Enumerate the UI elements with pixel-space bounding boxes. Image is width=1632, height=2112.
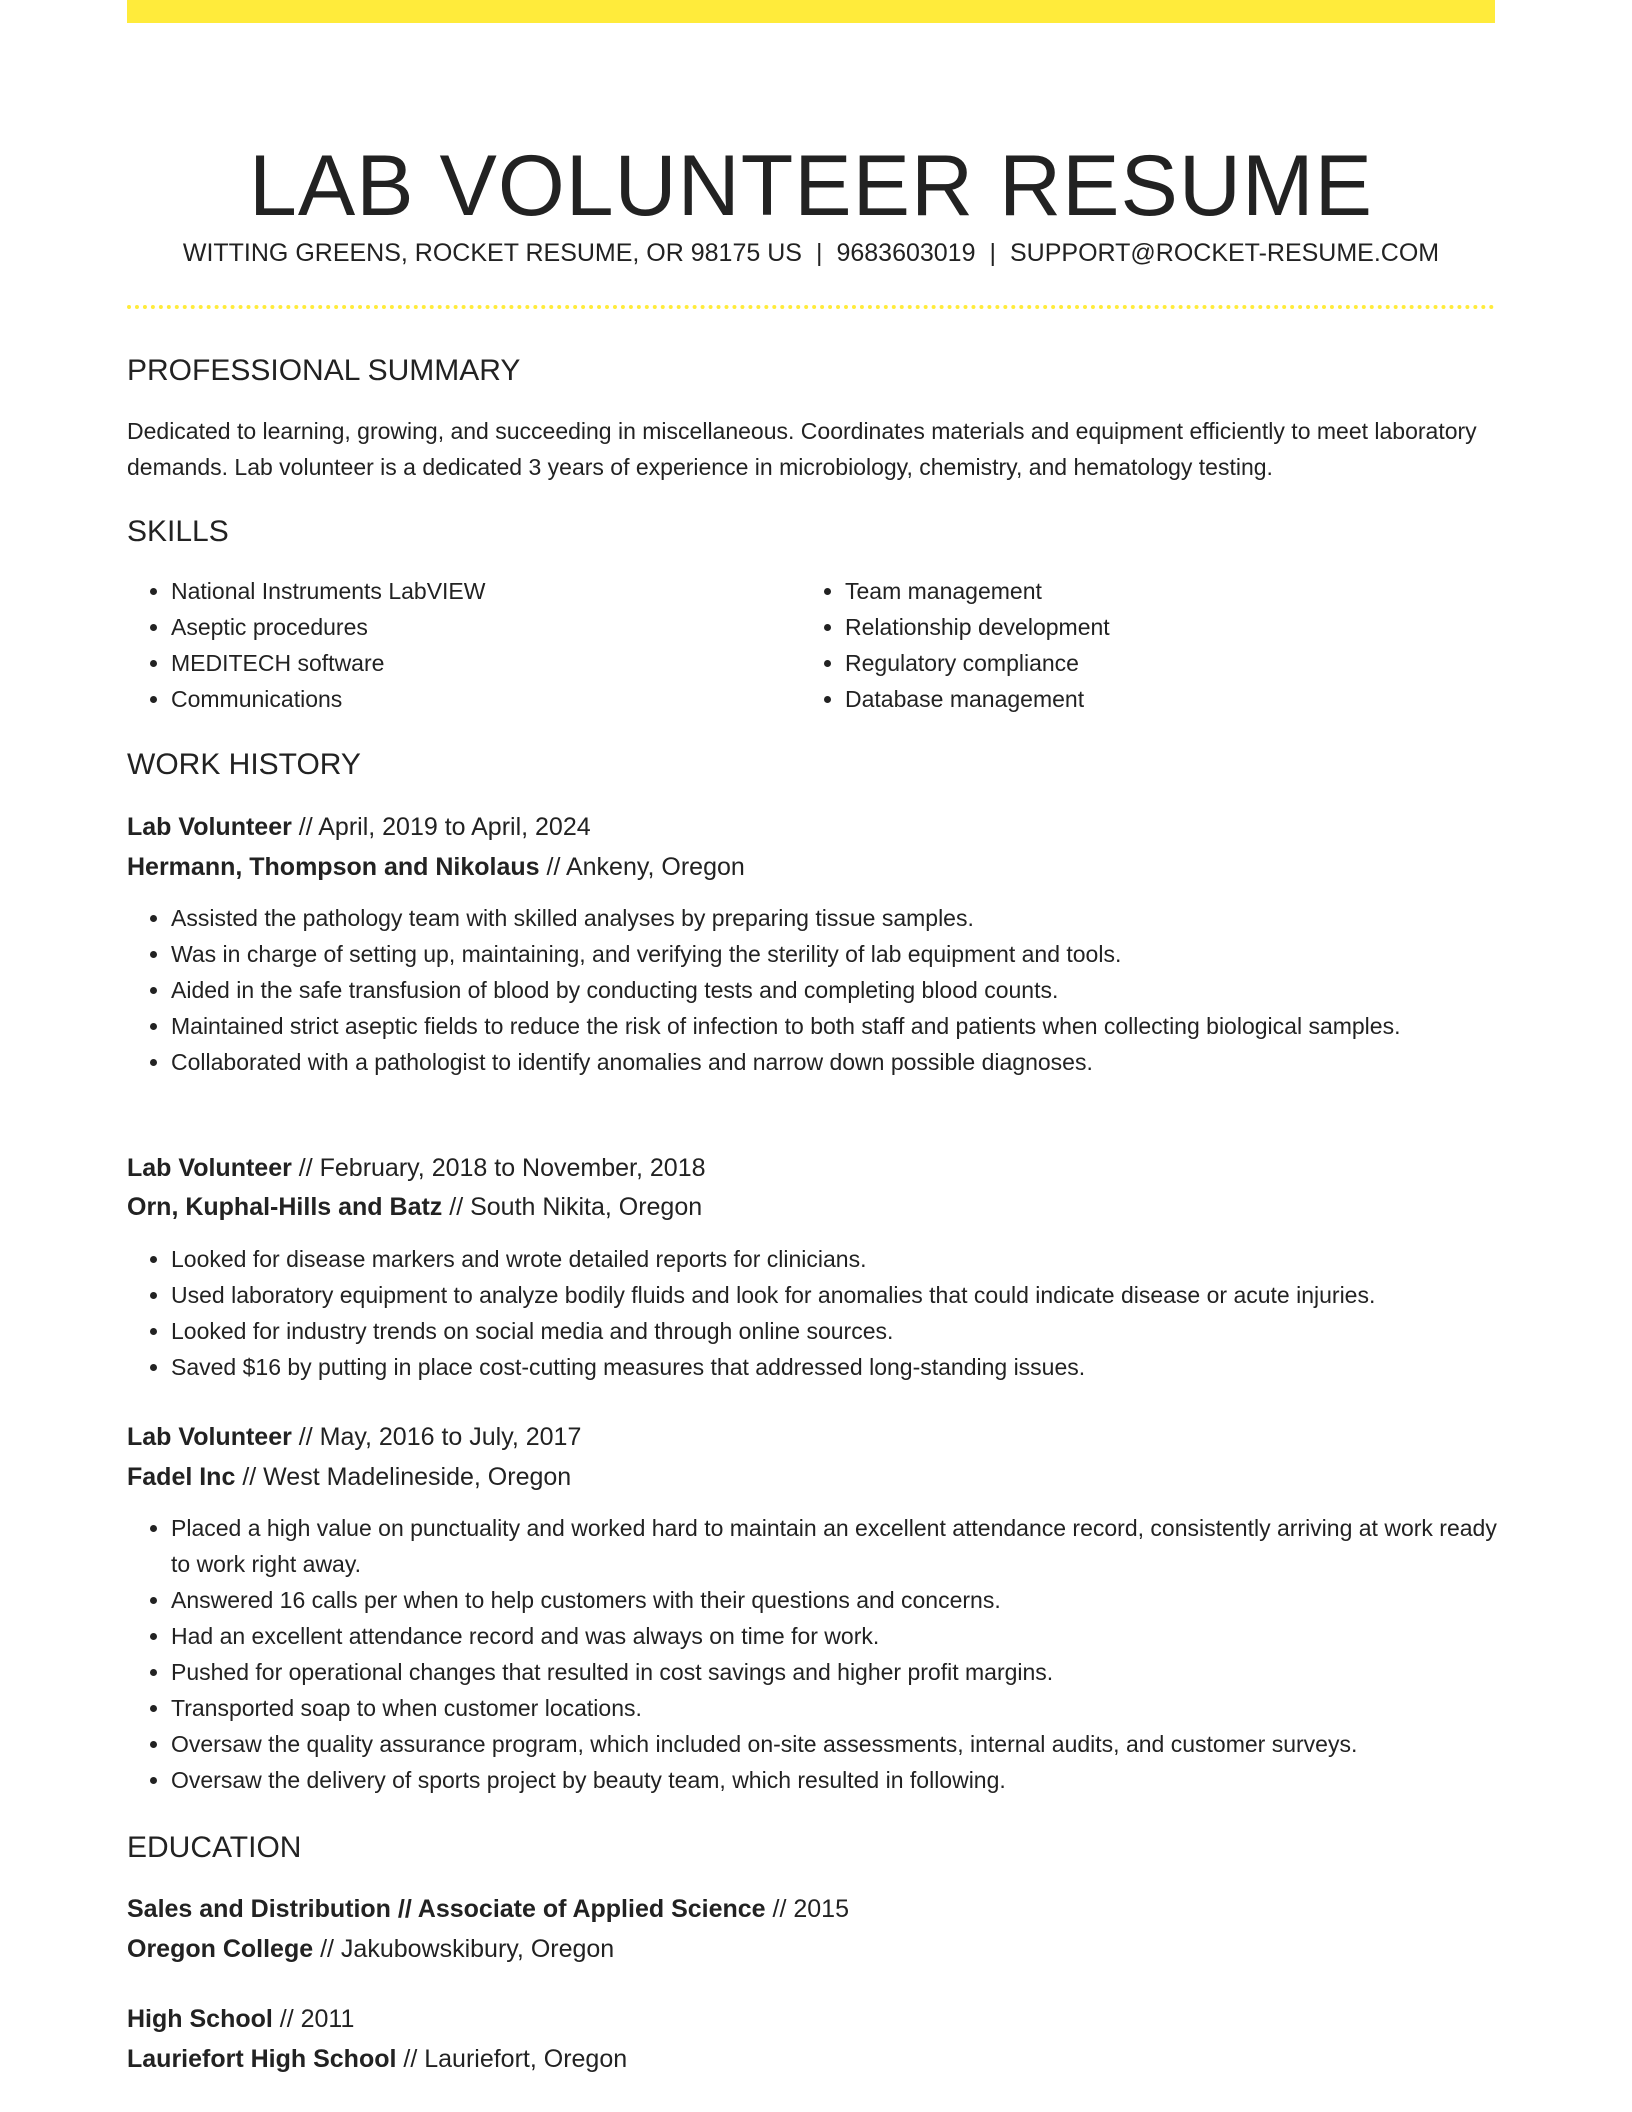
skill-item: • MEDITECH software	[171, 645, 811, 681]
job-employer-line	[127, 848, 745, 886]
list-item: • Had an excellent attendance record and was always on time for work.	[171, 1618, 1511, 1654]
list-item: • Looked for industry trends on social media and through online sources.	[171, 1313, 1511, 1349]
list-item: • Assisted the pathology team with skilled analyses by preparing tissue samples.	[171, 900, 1495, 936]
contact-email: SUPPORT@ROCKET-RESUME.COM	[1010, 239, 1440, 267]
job-bullets	[127, 1510, 1511, 1798]
list-item: • Oversaw the quality assurance program, which included on-site assessments, internal audits, and customer surveys.	[171, 1726, 1511, 1762]
skills-list-right	[801, 573, 1525, 717]
job-dates: // April, 2019 to April, 2024	[291, 813, 591, 841]
list-item: • Oversaw the delivery of sports project by beauty team, which resulted in following.	[171, 1762, 1511, 1798]
job-dates: // May, 2016 to July, 2017	[291, 1423, 582, 1451]
education-school: Oregon College	[127, 1935, 314, 1963]
job-title-line	[127, 1149, 706, 1187]
skill-item: • Communications	[171, 681, 811, 717]
dotted-divider	[127, 305, 1495, 309]
education-year: // 2015	[765, 1895, 849, 1923]
contact-separator: |	[815, 239, 823, 267]
education-degree: High School	[127, 2005, 273, 2033]
list-item: • Transported soap to when customer locations.	[171, 1690, 1511, 1726]
list-item: • Aided in the safe transfusion of blood by conducting tests and completing blood counts.	[171, 972, 1495, 1008]
skill-item: • National Instruments LabVIEW	[171, 573, 811, 609]
accent-bar	[127, 0, 1495, 23]
job-bullets	[127, 1241, 1511, 1385]
contact-separator: |	[989, 239, 996, 267]
list-item: • Used laboratory equipment to analyze bodily fluids and look for anomalies that could indicate disease or acute injuries.	[171, 1277, 1511, 1313]
education-school: Lauriefort High School	[127, 2045, 397, 2073]
skills-list-left	[127, 573, 811, 717]
job-dates: // February, 2018 to November, 2018	[291, 1154, 706, 1182]
list-item: • Maintained strict aseptic fields to reduce the risk of infection to both staff and patients when collecting biological samples.	[171, 1008, 1495, 1044]
summary-heading: PROFESSIONAL SUMMARY	[127, 354, 521, 387]
list-item: • Answered 16 calls per when to help customers with their questions and concerns.	[171, 1582, 1511, 1618]
education-heading: EDUCATION	[127, 1831, 302, 1864]
contact-address: WITTING GREENS, ROCKET RESUME, OR 98175 US	[182, 239, 802, 267]
list-item: • Collaborated with a pathologist to identify anomalies and narrow down possible diagnoses.	[171, 1044, 1495, 1080]
contact-line	[127, 236, 1495, 270]
job-title: Lab Volunteer	[127, 813, 292, 841]
education-school-line	[127, 1930, 614, 1968]
job-title: Lab Volunteer	[127, 1154, 292, 1182]
job-employer-line	[127, 1188, 702, 1226]
job-title-line	[127, 1418, 581, 1456]
job-employer: Fadel Inc	[127, 1463, 236, 1491]
job-employer: Hermann, Thompson and Nikolaus	[127, 853, 540, 881]
education-school-line	[127, 2040, 627, 2078]
job-title-line	[127, 808, 591, 846]
skill-item: • Regulatory compliance	[845, 645, 1525, 681]
job-location: // West Madelineside, Oregon	[235, 1463, 572, 1491]
job-location: // Ankeny, Oregon	[539, 853, 745, 881]
education-degree-line	[127, 2000, 354, 2038]
job-bullets	[127, 900, 1495, 1080]
list-item: • Looked for disease markers and wrote detailed reports for clinicians.	[171, 1241, 1511, 1277]
job-employer-line	[127, 1458, 571, 1496]
summary-text: Dedicated to learning, growing, and succeeding in miscellaneous. Coordinates materials and equipment efficiently to meet laboratory demands. Lab volunteer is a dedicated 3 years of experience in microbiology, chemistry, and hematology testing.	[127, 418, 1477, 480]
education-degree: Sales and Distribution // Associate of Applied Science	[127, 1895, 766, 1923]
education-location: // Lauriefort, Oregon	[396, 2045, 628, 2073]
skill-item: • Database management	[845, 681, 1525, 717]
skill-item: • Aseptic procedures	[171, 609, 811, 645]
contact-phone: 9683603019	[836, 239, 976, 267]
job-location: // South Nikita, Oregon	[442, 1193, 703, 1221]
education-year: // 2011	[272, 2005, 355, 2033]
list-item: • Was in charge of setting up, maintaining, and verifying the sterility of lab equipment and tools.	[171, 936, 1495, 972]
education-location: // Jakubowskibury, Oregon	[313, 1935, 615, 1963]
list-item: • Pushed for operational changes that resulted in cost savings and higher profit margins.	[171, 1654, 1511, 1690]
skill-item: • Relationship development	[845, 609, 1525, 645]
job-title: Lab Volunteer	[127, 1423, 292, 1451]
list-item: • Saved $16 by putting in place cost-cutting measures that addressed long-standing issues.	[171, 1349, 1511, 1385]
education-degree-line	[127, 1890, 849, 1928]
job-employer: Orn, Kuphal-Hills and Batz	[127, 1193, 443, 1221]
page-title: LAB VOLUNTEER RESUME	[249, 137, 1373, 234]
work-heading: WORK HISTORY	[127, 748, 361, 781]
skill-item: • Team management	[845, 573, 1525, 609]
list-item: • Placed a high value on punctuality and worked hard to maintain an excellent attendance record, consistently arriving at work ready to work right away.	[171, 1510, 1511, 1582]
skills-heading: SKILLS	[127, 515, 229, 548]
